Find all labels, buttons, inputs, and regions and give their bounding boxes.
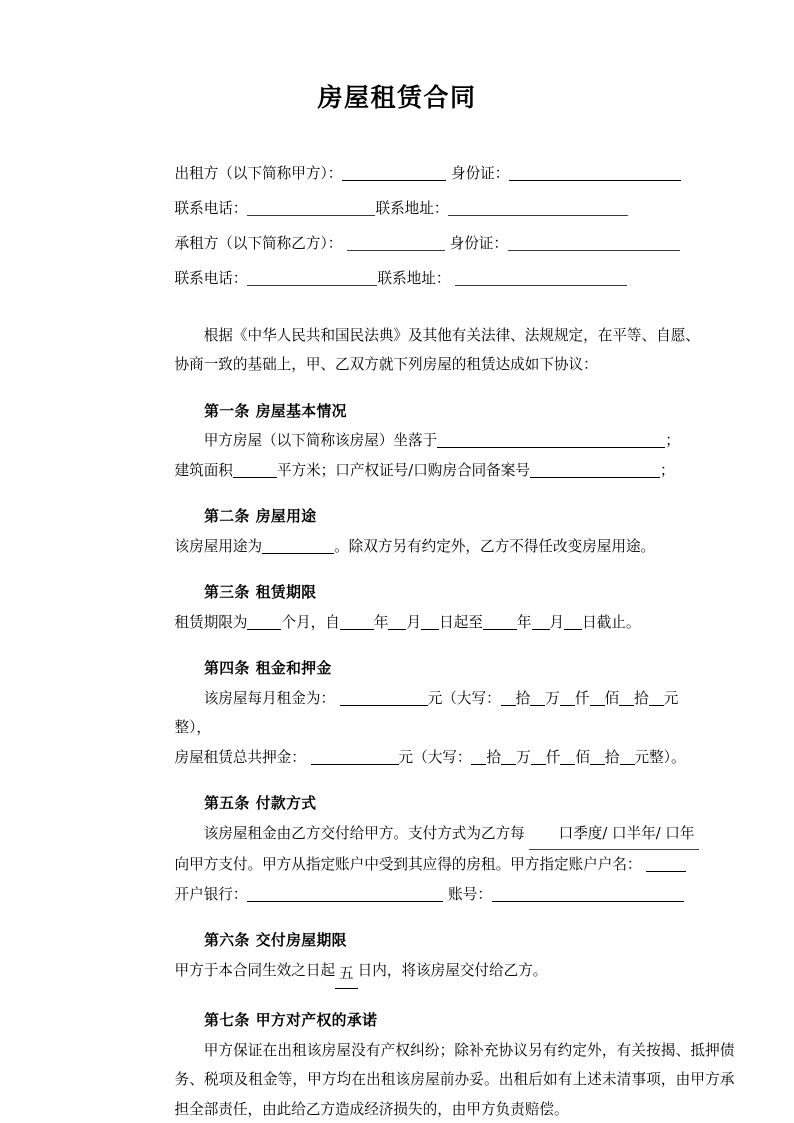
lessor-contact-line: [175, 194, 735, 224]
article-1-body: [175, 426, 735, 485]
lessee-id-input[interactable]: [508, 235, 680, 251]
article-5-heading: [175, 789, 735, 819]
end-day-input[interactable]: [564, 614, 582, 630]
article-4-line-3: [175, 743, 735, 773]
property-location-label: 甲方房屋（以下简称该房屋）坐落于: [203, 432, 438, 449]
lessee-contact-line: [175, 264, 735, 294]
lease-term-months-unit: 个月，自: [281, 613, 340, 631]
start-year-input[interactable]: [340, 614, 374, 630]
deposit-label: 房屋租赁总共押金：: [174, 748, 306, 766]
checkbox-yearly-icon[interactable]: 口年: [665, 824, 695, 842]
checkbox-title-deed-icon[interactable]: 口: [335, 461, 350, 479]
delivery-deadline-label: 甲方于本合同生效之日起: [174, 961, 336, 979]
designated-account-text: 向甲方支付。甲方从指定账户中受到其应得的房租。甲方指定账户户名：: [174, 856, 642, 873]
end-month-input[interactable]: [532, 614, 550, 630]
lessor-id-label: 身份证：: [450, 165, 510, 182]
article-4-heading: [175, 654, 735, 684]
deposit-cap-bai: 佰: [575, 748, 590, 766]
deposit-cap-bai-input[interactable]: [560, 749, 575, 765]
delivery-days-value[interactable]: 五: [335, 959, 358, 990]
article-7-paragraph: 甲方保证在出租该房屋没有产权纠纷；除补充协议另有约定外，有关按揭、抵押债务、税项及租金等，甲方均在出租该房屋前办妥。出租后如有上述未清事项，由甲方承担全部责任，由此给乙方造成经济损失的，由甲方负责赔偿。: [174, 1041, 735, 1118]
article-6-heading: [175, 926, 735, 956]
lessor-phone-label: 联系电话：: [174, 200, 248, 217]
rent-cap-yuan-input[interactable]: [649, 690, 664, 706]
article-2-line-1-end: 。除双方另有约定外，乙方不得任改变房屋用途。: [334, 537, 656, 555]
rent-cap-qian: 仟: [574, 689, 590, 707]
lessor-label: 出租方（以下简称甲方）：: [174, 165, 343, 182]
deposit-cap-qian: 仟: [545, 748, 561, 766]
lessee-name-input[interactable]: [347, 235, 445, 251]
article-3-line-1: [175, 608, 735, 638]
lessee-address-label: 联系地址：: [377, 270, 451, 287]
article-1-line-1-end: ；: [665, 432, 680, 449]
deposit-cap-qian-input[interactable]: [531, 749, 546, 765]
article-2-heading: [175, 502, 735, 532]
bank-input[interactable]: [247, 886, 443, 902]
checkbox-purchase-contract-icon[interactable]: 口: [413, 461, 428, 479]
monthly-rent-label: 该房屋每月租金为：: [203, 689, 336, 707]
payment-frequency-options[interactable]: [529, 819, 699, 851]
article-5-number: 第五条: [204, 795, 250, 812]
rent-cap-wan: 万: [545, 689, 560, 707]
deposit-tail: 元整）。: [634, 748, 686, 766]
monthly-rent-tail: 整），: [174, 719, 211, 736]
article-5-line-1: [175, 819, 735, 851]
payment-method-text: 该房屋租金由乙方交付给甲方。支付方式为乙方每: [203, 824, 525, 842]
article-4-line-2: [175, 713, 735, 743]
deposit-cap-yuan-input[interactable]: [620, 749, 635, 765]
preamble-line-1: 根据《中华人民共和国民法典》及其他有关法律、法规规定，在平等、自愿、: [203, 326, 700, 344]
article-6-line-1: [175, 956, 735, 990]
rent-cap-bai: 佰: [604, 689, 620, 707]
rent-cap-shi-wan-input[interactable]: [501, 690, 516, 706]
article-1-line-2-end: ；: [659, 461, 675, 479]
lessee-phone-label: 联系电话：: [174, 270, 248, 287]
start-year-unit: 年: [373, 613, 389, 631]
article-1-heading: [175, 397, 735, 427]
account-number-input[interactable]: [492, 886, 684, 902]
preamble-block: [175, 321, 735, 380]
lease-term-label: 租赁期限为: [174, 613, 248, 631]
lessor-address-input[interactable]: [448, 200, 628, 216]
end-day-unit: 日截止。: [582, 613, 641, 631]
article-2-title: 房屋用途: [255, 508, 317, 525]
party-information-block: [175, 159, 735, 294]
lessor-line: [175, 159, 735, 189]
article-6-body: [175, 956, 735, 990]
article-3-body: [175, 608, 735, 638]
article-7-heading: [175, 1006, 735, 1036]
article-5-title: 付款方式: [255, 795, 317, 812]
certificate-number-input[interactable]: [530, 462, 660, 478]
start-month-unit: 月: [406, 613, 422, 631]
lessee-address-input[interactable]: [455, 270, 627, 286]
end-month-unit: 月: [549, 613, 565, 631]
article-3-title: 租赁期限: [255, 584, 317, 601]
lease-months-input[interactable]: [247, 614, 281, 630]
start-day-input[interactable]: [421, 614, 439, 630]
deposit-cap-shi2: 拾: [604, 748, 620, 766]
deposit-input[interactable]: [311, 749, 399, 765]
deposit-cap-shi-wan-input[interactable]: [471, 749, 486, 765]
article-1-line-2: [175, 456, 735, 486]
article-1-number: 第一条: [204, 402, 250, 420]
rent-cap-bai-input[interactable]: [590, 690, 605, 706]
rent-cap-qian-input[interactable]: [560, 690, 575, 706]
article-6-number: 第六条: [204, 932, 250, 949]
deposit-cap-shi1: 拾: [486, 748, 502, 766]
title-deed-label: 产权证号/: [349, 461, 414, 479]
deposit-cap-wan: 万: [516, 748, 531, 766]
rent-cap-wan-input[interactable]: [530, 690, 545, 706]
article-6-title: 交付房屋期限: [255, 932, 347, 949]
page-title: 房屋租赁合同: [317, 83, 477, 112]
article-3-heading: [175, 578, 735, 608]
lessor-id-input[interactable]: [509, 165, 681, 181]
article-2-line-1: [175, 532, 735, 562]
preamble-line-2: 协商一致的基础上，甲、乙双方就下列房屋的租赁达成如下协议：: [174, 356, 598, 373]
property-usage-input[interactable]: [262, 538, 334, 554]
article-4-line-1: [175, 684, 735, 714]
end-year-unit: 年: [516, 613, 532, 631]
floor-area-label: 建筑面积: [174, 461, 233, 479]
monthly-rent-capital-intro: 元（大写：: [427, 689, 501, 707]
start-month-input[interactable]: [388, 614, 406, 630]
monthly-rent-input[interactable]: [340, 690, 428, 706]
article-2-number: 第二条: [204, 508, 250, 525]
lessee-line: [175, 229, 735, 259]
rent-cap-shi1: 拾: [515, 689, 531, 707]
deposit-cap-wan-input[interactable]: [501, 749, 516, 765]
deposit-cap-shi-input[interactable]: [590, 749, 605, 765]
rent-cap-shi2: 拾: [634, 689, 649, 707]
article-5-line-2: [175, 850, 735, 880]
delivery-deadline-suffix: 日内，将该房屋交付给乙方。: [357, 961, 548, 979]
floor-area-input[interactable]: [233, 462, 277, 478]
bank-label: 开户银行：: [174, 885, 248, 903]
lessor-phone-input[interactable]: [247, 200, 375, 216]
property-location-input[interactable]: [437, 432, 665, 448]
article-2-body: [175, 532, 735, 562]
article-1-title: 房屋基本情况: [255, 402, 347, 420]
rent-cap-shi-input[interactable]: [619, 690, 634, 706]
article-5-line-3: [175, 880, 735, 910]
purchase-contract-label: 购房合同备案号: [427, 461, 530, 479]
rent-cap-yuan: 元: [663, 689, 679, 707]
article-1-line-1: [175, 426, 735, 456]
article-4-number: 第四条: [204, 660, 250, 677]
account-name-input[interactable]: [646, 856, 686, 872]
lessee-phone-input[interactable]: [247, 270, 377, 286]
checkbox-quarterly-icon[interactable]: 口季度/: [558, 824, 608, 842]
article-7-title: 甲方对产权的承诺: [255, 1012, 378, 1029]
floor-area-unit: 平方米；: [276, 461, 336, 479]
article-7-number: 第七条: [204, 1012, 250, 1029]
document-body: [60, 159, 735, 1123]
article-4-body: [175, 684, 735, 773]
property-usage-label: 该房屋用途为: [174, 537, 263, 555]
lessor-name-input[interactable]: [342, 165, 446, 181]
article-4-title: 租金和押金: [255, 660, 332, 677]
lessor-address-label: 联系地址：: [375, 200, 449, 217]
start-day-unit: 日起至: [439, 613, 483, 631]
checkbox-halfyear-icon[interactable]: 口半年/: [611, 824, 661, 842]
lessee-label: 承租方（以下简称乙方）：: [174, 235, 343, 252]
article-3-number: 第三条: [204, 584, 250, 601]
end-year-input[interactable]: [483, 614, 517, 630]
article-7-body: [175, 1036, 735, 1123]
lessee-id-label: 身份证：: [449, 235, 508, 252]
article-5-body: [175, 819, 735, 910]
account-number-label: 账号：: [448, 885, 492, 903]
deposit-capital-intro: 元（大写：: [398, 748, 472, 766]
